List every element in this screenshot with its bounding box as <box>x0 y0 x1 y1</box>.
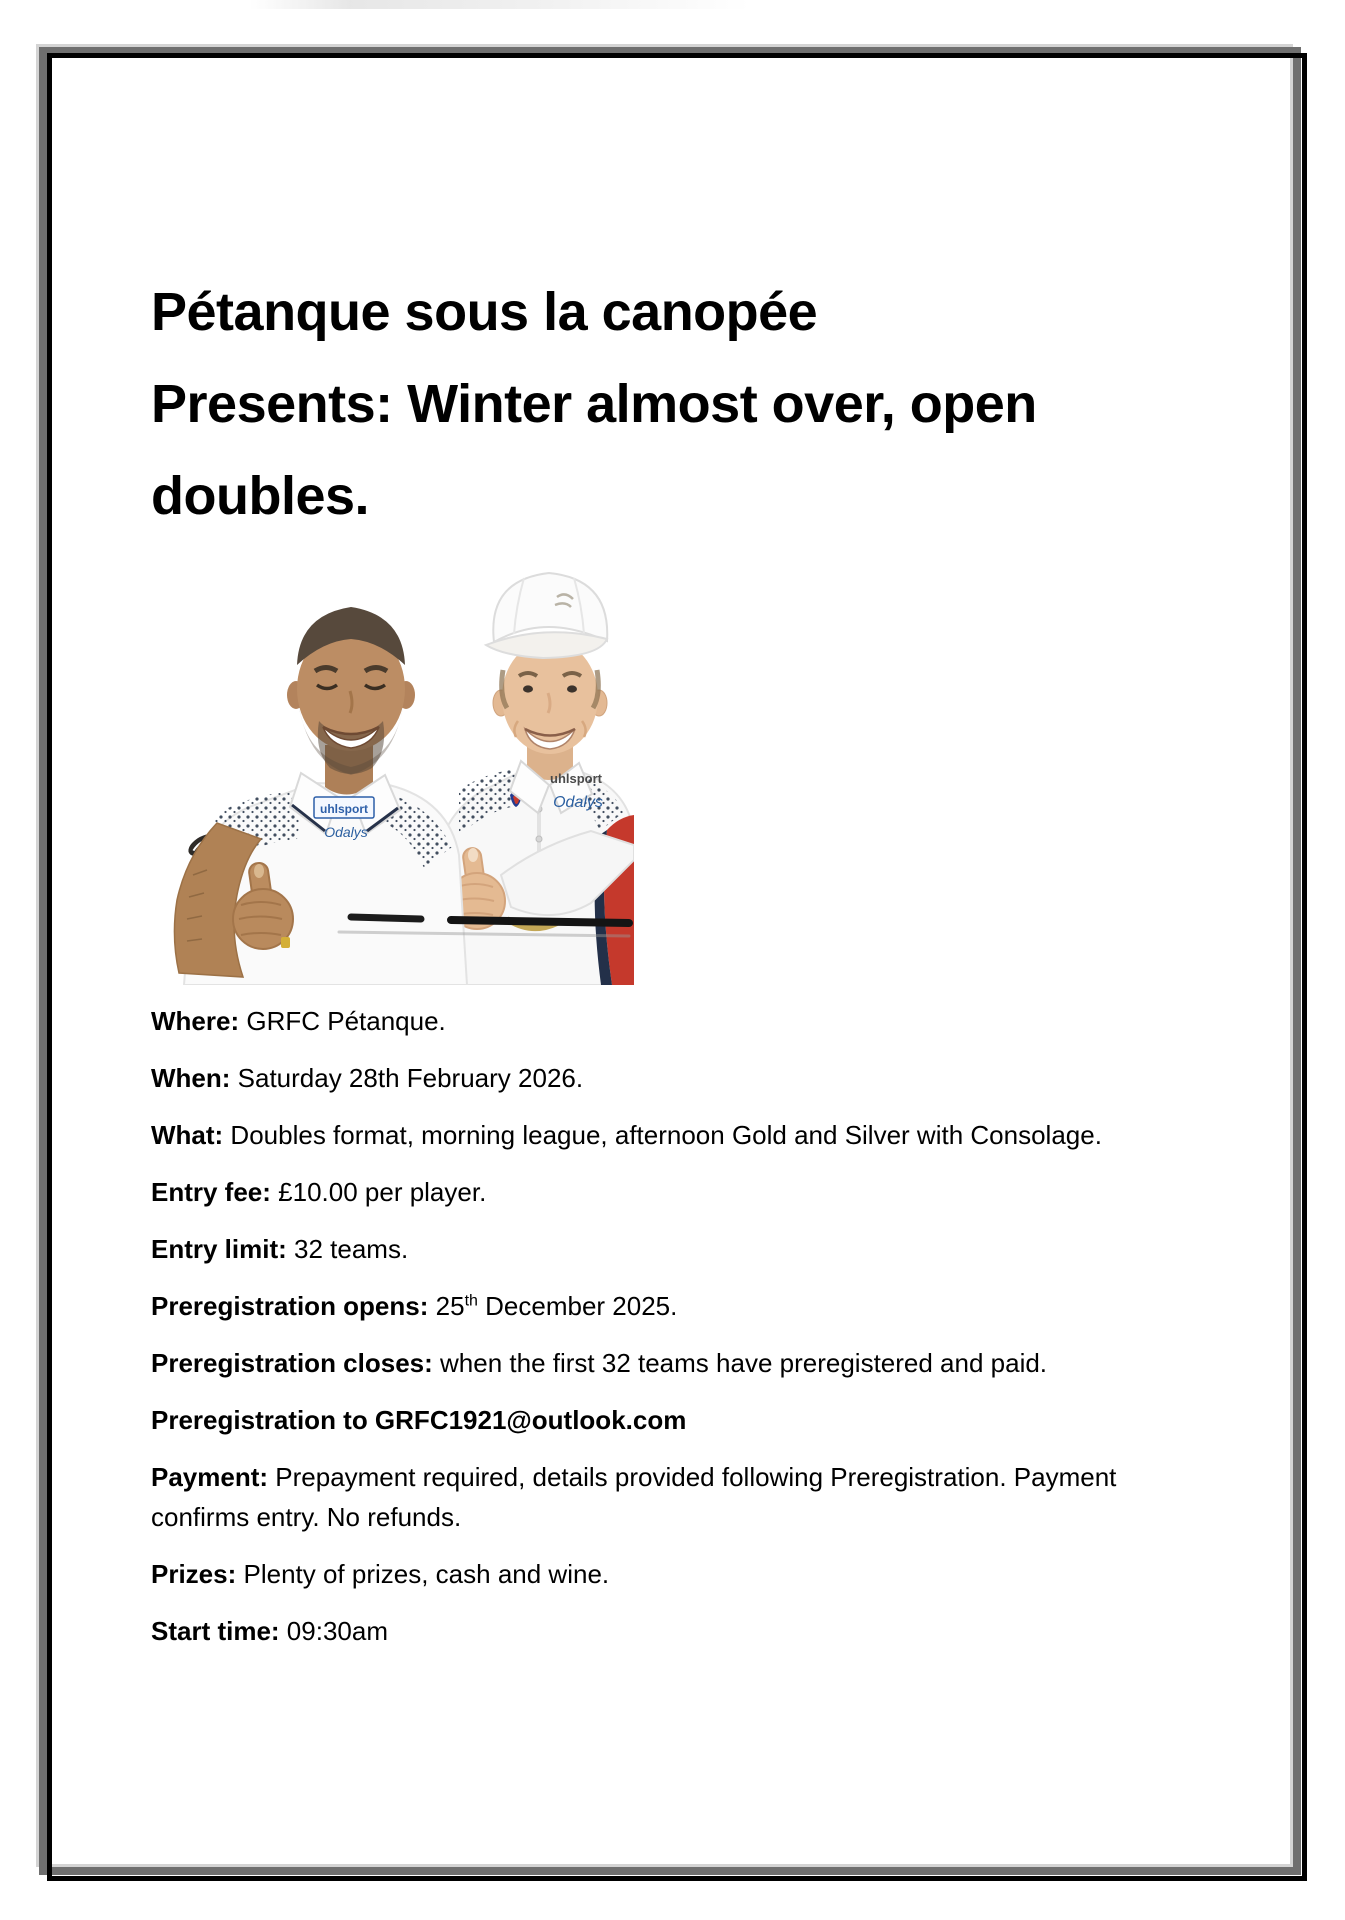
detail-label: Preregistration closes: <box>151 1348 433 1378</box>
detail-entry-limit <box>151 1229 1193 1269</box>
detail-text: 25 <box>428 1291 465 1321</box>
detail-label: Entry fee: <box>151 1177 271 1207</box>
white-cap <box>486 573 607 658</box>
title-line-2: Presents: Winter almost over, open <box>151 374 1037 434</box>
ordinal-superscript: th <box>464 1292 478 1310</box>
detail-start-time <box>151 1611 1193 1651</box>
title-line-1: Pétanque sous la canopée <box>151 282 818 342</box>
detail-text: Doubles format, morning league, afternoon Gold and Silver with Consolage. <box>223 1120 1102 1150</box>
photo-illustration <box>129 545 634 985</box>
detail-text: December 2025. <box>477 1291 678 1321</box>
odalys-label-left: Odalys <box>324 824 368 840</box>
photo-left-player <box>174 607 467 985</box>
preregistration-email-line: Preregistration to GRFC1921@outlook.com <box>151 1405 687 1435</box>
detail-label: Start time: <box>151 1616 280 1646</box>
detail-label: Payment: <box>151 1462 269 1492</box>
detail-label: Prizes: <box>151 1559 237 1589</box>
event-details <box>151 1001 1193 1651</box>
detail-what <box>151 1115 1193 1155</box>
detail-label: Preregistration opens: <box>151 1291 429 1321</box>
detail-preregistration-closes <box>151 1343 1193 1383</box>
detail-text: 09:30am <box>279 1616 388 1646</box>
detail-text: Saturday 28th February 2026. <box>230 1063 584 1093</box>
detail-preregistration-email <box>151 1400 1193 1440</box>
page-content <box>88 102 1291 1866</box>
gold-ring <box>281 937 290 948</box>
detail-text: Prepayment required, details provided following Preregistration. Payment <box>268 1462 1117 1492</box>
detail-where <box>151 1001 1193 1041</box>
photo-two-players <box>129 545 634 985</box>
uhlsport-label-left: uhlsport <box>320 802 368 816</box>
detail-label: What: <box>151 1120 224 1150</box>
document-page <box>36 44 1308 1882</box>
detail-label: Where: <box>151 1006 240 1036</box>
detail-text: when the first 32 teams have preregistered and paid. <box>432 1348 1048 1378</box>
scan-artifact <box>250 0 750 9</box>
detail-text-wrapped: confirms entry. No refunds. <box>151 1502 462 1532</box>
document-title <box>151 266 1193 542</box>
detail-payment <box>151 1457 1193 1537</box>
detail-text: £10.00 per player. <box>270 1177 487 1207</box>
detail-preregistration-opens <box>151 1286 1193 1326</box>
title-line-3: doubles. <box>151 466 370 526</box>
uhlsport-label-right: uhlsport <box>550 771 602 786</box>
detail-label: Entry limit: <box>151 1234 287 1264</box>
odalys-label-right: Odalys <box>553 794 603 811</box>
detail-prizes <box>151 1554 1193 1594</box>
detail-text: 32 teams. <box>286 1234 409 1264</box>
detail-text: GRFC Pétanque. <box>239 1006 446 1036</box>
detail-entry-fee <box>151 1172 1193 1212</box>
detail-label: When: <box>151 1063 231 1093</box>
detail-text: Plenty of prizes, cash and wine. <box>236 1559 610 1589</box>
detail-when <box>151 1058 1193 1098</box>
